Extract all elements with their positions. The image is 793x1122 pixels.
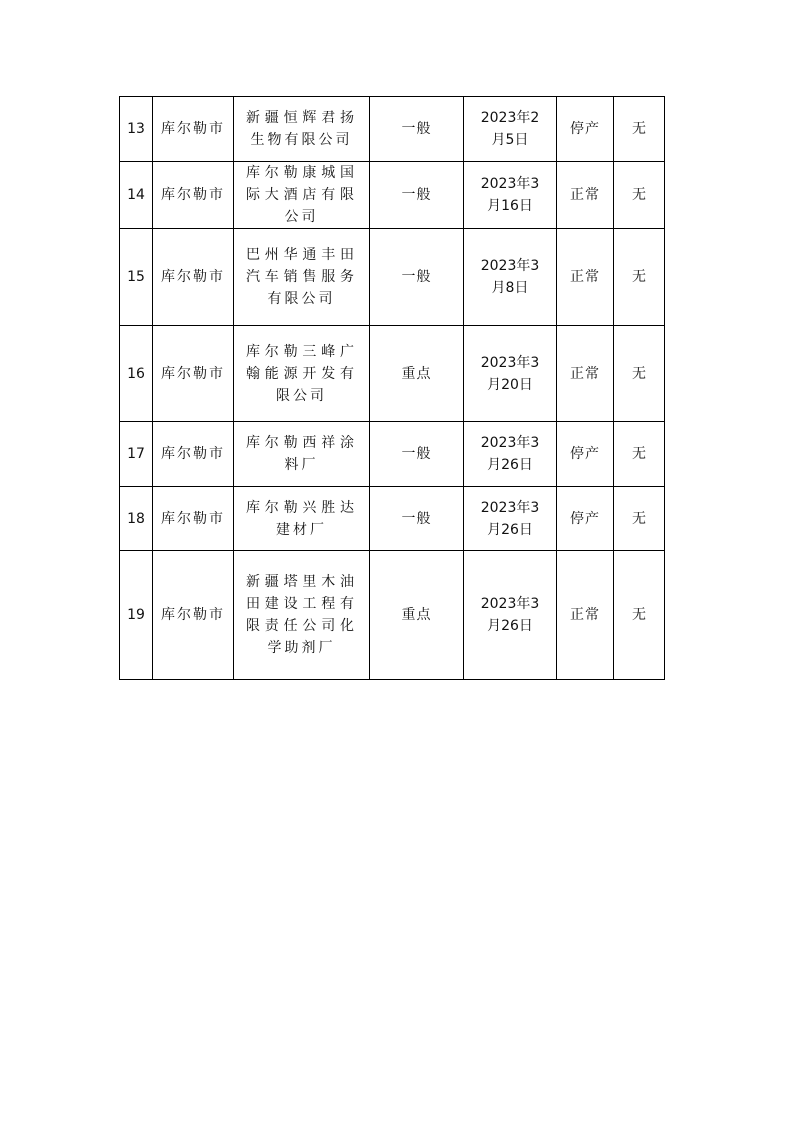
city-cell: 库尔勒市 xyxy=(153,97,234,162)
status-cell: 停产 xyxy=(557,422,614,487)
date-cell: 2023年3月26日 xyxy=(464,551,557,680)
enterprise-table xyxy=(119,96,665,680)
city-cell: 库尔勒市 xyxy=(153,487,234,551)
date-cell: 2023年3月26日 xyxy=(464,422,557,487)
company-name-cell: 库尔勒三峰广翰能源开发有限公司 xyxy=(234,326,370,422)
table-row xyxy=(120,229,665,326)
level-cell: 重点 xyxy=(370,551,464,680)
company-name-cell: 库尔勒兴胜达建材厂 xyxy=(234,487,370,551)
remark-cell: 无 xyxy=(614,326,665,422)
table-row xyxy=(120,162,665,229)
date-cell: 2023年3月26日 xyxy=(464,487,557,551)
remark-cell: 无 xyxy=(614,551,665,680)
company-name-cell: 库尔勒康城国际大酒店有限公司 xyxy=(234,162,370,229)
city-cell: 库尔勒市 xyxy=(153,162,234,229)
remark-cell: 无 xyxy=(614,422,665,487)
city-cell: 库尔勒市 xyxy=(153,551,234,680)
date-cell: 2023年2月5日 xyxy=(464,97,557,162)
level-cell: 一般 xyxy=(370,97,464,162)
remark-cell: 无 xyxy=(614,97,665,162)
row-number: 17 xyxy=(120,422,153,487)
company-name-cell: 库尔勒西祥涂料厂 xyxy=(234,422,370,487)
level-cell: 一般 xyxy=(370,422,464,487)
date-cell: 2023年3月20日 xyxy=(464,326,557,422)
table-row xyxy=(120,487,665,551)
table-row xyxy=(120,422,665,487)
row-number: 18 xyxy=(120,487,153,551)
level-cell: 一般 xyxy=(370,487,464,551)
level-cell: 一般 xyxy=(370,162,464,229)
table-row xyxy=(120,326,665,422)
row-number: 19 xyxy=(120,551,153,680)
company-name-cell: 新疆塔里木油田建设工程有限责任公司化学助剂厂 xyxy=(234,551,370,680)
date-cell: 2023年3月16日 xyxy=(464,162,557,229)
row-number: 14 xyxy=(120,162,153,229)
remark-cell: 无 xyxy=(614,162,665,229)
row-number: 15 xyxy=(120,229,153,326)
status-cell: 正常 xyxy=(557,162,614,229)
status-cell: 停产 xyxy=(557,487,614,551)
row-number: 16 xyxy=(120,326,153,422)
level-cell: 一般 xyxy=(370,229,464,326)
table-row xyxy=(120,551,665,680)
remark-cell: 无 xyxy=(614,487,665,551)
date-cell: 2023年3月8日 xyxy=(464,229,557,326)
remark-cell: 无 xyxy=(614,229,665,326)
level-cell: 重点 xyxy=(370,326,464,422)
table-row xyxy=(120,97,665,162)
city-cell: 库尔勒市 xyxy=(153,229,234,326)
status-cell: 正常 xyxy=(557,229,614,326)
company-name-cell: 新疆恒辉君扬生物有限公司 xyxy=(234,97,370,162)
city-cell: 库尔勒市 xyxy=(153,422,234,487)
status-cell: 停产 xyxy=(557,97,614,162)
row-number: 13 xyxy=(120,97,153,162)
status-cell: 正常 xyxy=(557,326,614,422)
status-cell: 正常 xyxy=(557,551,614,680)
company-name-cell: 巴州华通丰田汽车销售服务有限公司 xyxy=(234,229,370,326)
city-cell: 库尔勒市 xyxy=(153,326,234,422)
